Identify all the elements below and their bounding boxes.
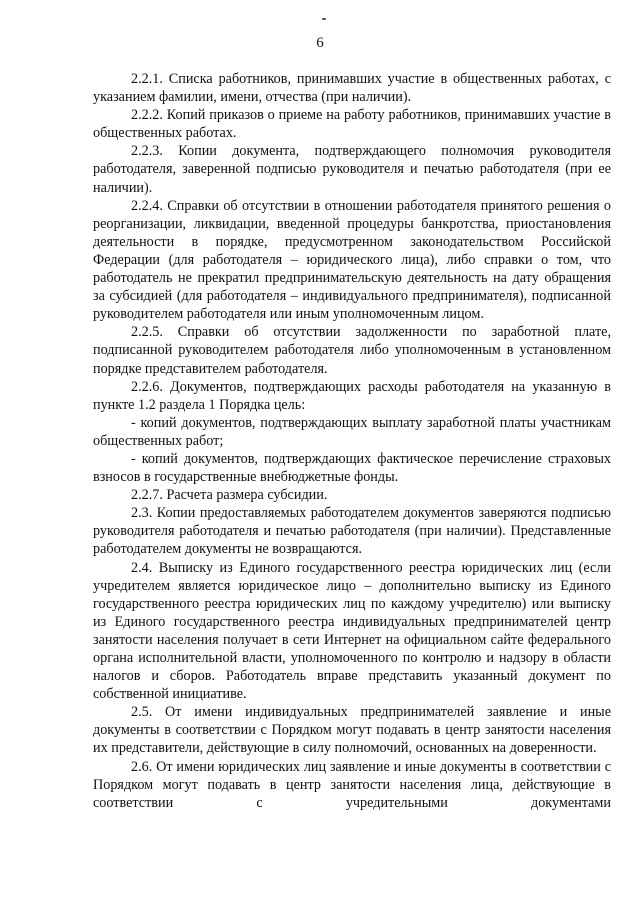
paragraph-2-2-4: 2.2.4. Справки об отсутствии в отношении работодателя принятого решения о реорганизации, ликвидации, введенной процедуры банкротства, приостановления деятельности в порядке, предусмотренном законодательством Российской Федерации (для работодателя – юридического лица), либо справки о том, что работодатель не прекратил предпринимательскую деятельность на дату обращения за субсидией (для работодателя – индивидуального предпринимателя), подписанной руководителем работодателя или иным уполномоченным лицом. xyxy=(93,197,611,323)
paragraph-2-2-5: 2.2.5. Справки об отсутствии задолженности по заработной плате, подписанной руководителем работодателя либо уполномоченным в установленном порядке представителем работодателя. xyxy=(93,324,611,377)
paragraph-2-4: 2.4. Выписку из Единого государственного реестра юридических лиц (если учредителем является юридическое лицо – дополнительно выписку из Единого государственного реестра юридических лиц по каждому учредителю) или выписку из Единого государственного реестра индивидуальных предпринимателей центр занятости населения получает в сети Интернет на официальном сайте федерального органа исполнительной власти, уполномоченного по контролю и надзору в области налогов и сборов. Работодатель вправе представить указанный документ по собственной инициативе. xyxy=(93,559,611,703)
paragraph-2-2-3: 2.2.3. Копии документа, подтверждающего полномочия руководителя работодателя, заверенной подписью руководителя и печатью работодателя (при ее наличии). xyxy=(93,143,611,196)
page-number: 6 xyxy=(316,35,324,51)
paragraph-2-2-1: 2.2.1. Списка работников, принимавших участие в общественных работах, с указанием фамилии, имени, отчества (при наличии). xyxy=(93,71,611,106)
paragraph-2-5: 2.5. От имени индивидуальных предпринимателей заявление и иные документы в соответствии с Порядком могут подавать в центр занятости населения их представители, действующие в силу полномочий, основанных на доверенности. xyxy=(93,704,611,757)
scan-speck xyxy=(322,18,326,20)
paragraph-2-2-2: 2.2.2. Копий приказов о приеме на работу работников, принимавших участие в общественных работах. xyxy=(93,107,611,142)
list-item-insurance-documents: - копий документов, подтверждающих фактическое перечисление страховых взносов в государственные внебюджетные фонды. xyxy=(93,450,611,486)
paragraph-2-2-7: 2.2.7. Расчета размера субсидии. xyxy=(131,487,328,504)
paragraph-2-2-6: 2.2.6. Документов, подтверждающих расходы работодателя на указанную в пункте 1.2 раздела 1 Порядка цель: xyxy=(93,378,611,413)
paragraph-2-6: 2.6. От имени юридических лиц заявление и иные документы в соответствии с Порядком могут подавать в центр занятости населения лица, действующие в соответствии с учредительными документами xyxy=(93,758,611,811)
document-body xyxy=(93,70,611,812)
paragraph-2-3: 2.3. Копии предоставляемых работодателем документов заверяются подписью руководителя работодателя и печатью работодателя (при наличии). Представленные работодателем документы не возвращаются. xyxy=(93,505,611,558)
list-item-salary-documents: - копий документов, подтверждающих выплату заработной платы участникам общественных работ; xyxy=(93,414,611,449)
